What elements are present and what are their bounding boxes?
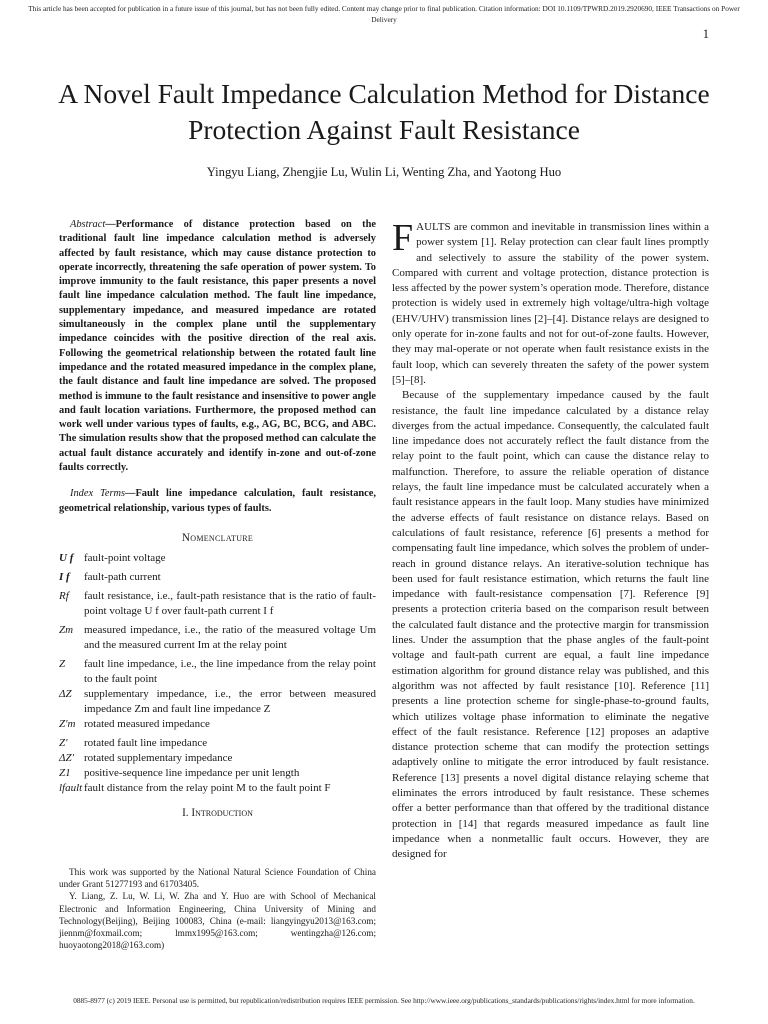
drop-cap: F bbox=[392, 217, 414, 259]
funding-footnote bbox=[59, 866, 376, 951]
abstract-text: —Performance of distance protection based on the traditional fault line impedance calculation method is adversely affected by fault resistance, which may cause distance protection to operate incorrectly, threatening the safe operation of power system. To improve immunity to the fault resistance, this paper presents a novel fault line impedance calculation method. The fault line impedance, supplementary impedance, and measured impedance are rotated simultaneously in the complex plane until the supplementary impedance coincides with the positive direction of the real axis. Following the geometrical relationship between the rotated fault line impedance and the rotated measured impedance in the complex plane, the fault distance and fault line impedance are solved. The proposed method is immune to the fault resistance and insensitive to power angle and fault location variations. Furthermore, the proposed method can work well under various types of faults, e.g., AG, BC, BCG, and ABC. The simulation results show that the proposed method can calculate the actual fault distance accurately and identify in-zone and out-of-zone faults correctly. bbox=[59, 219, 376, 474]
nomenclature-item bbox=[59, 766, 376, 781]
nomenclature-symbol: U f bbox=[59, 552, 74, 565]
author-list: Yingyu Liang, Zhengjie Lu, Wulin Li, Wenting Zha, and Yaotong Huo bbox=[206, 165, 562, 179]
introduction-heading: I. Introduction bbox=[182, 807, 253, 820]
abstract-label: Abstract bbox=[70, 219, 106, 230]
nomenclature-item bbox=[59, 589, 376, 619]
nomenclature-symbol: Z′m bbox=[59, 718, 76, 731]
nomenclature-definition: fault distance from the relay point M to the fault point F bbox=[84, 782, 331, 795]
intro-paragraph-1 bbox=[392, 217, 709, 388]
nomenclature-symbol: ΔZ′ bbox=[59, 752, 74, 765]
intro-paragraph-2: Because of the supplementary impedance caused by the fault resistance, the fault line impedance calculated by a distance relay diverges from the actual impedance. Consequently, the calculated fault line impedance does not accurately reflect the fault distance from the relay point to the fault point, which can cause the distance relay to malfunction. Therefore, to assure the reliable operation of distance relays, the fault line impedance must be calculated accurately when a fault resistance appears in the fault loop. Many studies have minimized the adverse effects of fault resistance on distance relays. Based on calculations of fault resistance, reference [6] presents a method for compensating fault line impedance, which solves the problem of under-reach in ground distance relays. An iterative-solution technique has been used for fault resistance estimation, which returns the fault line impedance with fault-resistance compensation [7]. Reference [9] presents a protection criteria based on the comparison result between the calculated fault distance and the protective margin for transmission lines. Under the assumption that the phase angles of the fault-point voltage and fault-path current are equal, a fault line impedance estimation algorithm for ground distance relay was published, and this algorithm was not affected by fault resistance [10]. Reference [11] presents a line protection scheme for single-phase-to-ground faults, which utilizes voltage phase information to eliminate the negative effect of the fault resistance. Reference [12] proposes an adaptive distance protection scheme that can modify the protection settings adaptively online to mitigate the error introduced by fault resistance. Reference [13] presents a novel digital distance relaying scheme that eliminates the errors introduced by fault resistance. These schemes offer a better performance than that offered by the traditional distance protection in [14] that regards measured impedance as fault line impedance when a nonmetallic fault occurs. However, they are designed for bbox=[392, 389, 709, 861]
index-terms-label: Index Terms bbox=[70, 488, 126, 500]
nomenclature-item bbox=[59, 623, 376, 653]
nomenclature-symbol: I f bbox=[59, 571, 70, 584]
nomenclature-item bbox=[59, 687, 376, 717]
footnote-funding: This work was supported by the National Natural Science Foundation of China under Grant 51277193 and 61703405. bbox=[59, 867, 376, 890]
nomenclature-symbol: lfault bbox=[59, 782, 83, 795]
nomenclature-symbol: Z bbox=[59, 658, 66, 671]
nomenclature-definition: fault line impedance, i.e., the line impedance from the relay point to the fault point bbox=[84, 658, 376, 686]
nomenclature-definition: supplementary impedance, i.e., the error between measured impedance Zm and fault line impedance Z bbox=[84, 688, 376, 716]
nomenclature-symbol: Rf bbox=[59, 590, 69, 603]
intro-paragraph-1-text: are common and inevitable in transmission lines within a power system [1]. Relay protection can clear fault lines promptly and selectively to assure the stability of the power system. Compared with current and voltage protection, distance protection is less affected by the power system’s operation mode. Therefore, distance protection is widely used in extremely high voltage/ultra-high voltage (EHV/UHV) transmission lines [2]–[4]. Distance relays are designed to only operate for in-zone faults and not for out-of-zone faults. However, they may mal-operate or not operate when fault resistance exists in the fault loop, which can severely threaten the safety of the power system [5]–[8]. bbox=[392, 221, 709, 386]
nomenclature-heading: Nomenclature bbox=[181, 531, 254, 544]
paper-title: A Novel Fault Impedance Calculation Method for Distance Protection Against Fault Resistance bbox=[58, 78, 710, 145]
nomenclature-item bbox=[59, 781, 376, 796]
nomenclature-item bbox=[59, 717, 376, 732]
footnote-affiliations: Y. Liang, Z. Lu, W. Li, W. Zha and Y. Huo are with School of Mechanical Electronic and Information Engineering, China University of Mining and Technology(Beijing), Beijing 100083, China (e-mail: liangyingyu2013@163.com; jiennm@foxmail.com; lmmx1995@163.com; wentingzha@126.com; huoyaotong2018@163.com) bbox=[59, 891, 376, 951]
nomenclature-item bbox=[59, 736, 376, 751]
nomenclature-definition: fault-path current bbox=[84, 571, 161, 584]
acceptance-note: This article has been accepted for publication in a future issue of this journal, but has not been fully edited. Content may change prior to final publication. Citation information: DOI 10.1109/TPWRD.2019.2920690, IEEE Transactions on Power Delivery bbox=[28, 4, 740, 24]
nomenclature-item bbox=[59, 751, 376, 766]
index-terms bbox=[59, 487, 376, 516]
nomenclature-definition: fault-point voltage bbox=[84, 552, 166, 565]
page-number: 1 bbox=[702, 27, 709, 41]
nomenclature-definition: positive-sequence line impedance per unit length bbox=[84, 767, 300, 780]
nomenclature-symbol: Z′ bbox=[59, 737, 68, 750]
first-word-rest: AULTS bbox=[416, 221, 451, 233]
nomenclature-symbol: Z1 bbox=[59, 767, 71, 780]
nomenclature-item bbox=[59, 551, 376, 566]
nomenclature-symbol: Zm bbox=[59, 624, 74, 637]
nomenclature-definition: measured impedance, i.e., the ratio of the measured voltage Um and the measured current Im at the relay point bbox=[84, 624, 376, 652]
abstract bbox=[59, 218, 376, 475]
right-column bbox=[392, 217, 709, 862]
nomenclature-definition: rotated fault line impedance bbox=[84, 737, 208, 750]
nomenclature-definition: fault resistance, i.e., fault-path resistance that is the ratio of fault-point voltage U f over fault-path current I f bbox=[84, 590, 376, 618]
nomenclature-list bbox=[59, 551, 376, 796]
nomenclature-symbol: ΔZ bbox=[59, 688, 72, 701]
nomenclature-item bbox=[59, 657, 376, 687]
index-terms-text: —Fault line impedance calculation, fault resistance, geometrical relationship, various types of faults. bbox=[59, 488, 376, 514]
copyright-note: 0885-8977 (c) 2019 IEEE. Personal use is permitted, but republication/redistribution requires IEEE permission. See http://www.ieee.org/publications_standards/publications/rights/index.html for more information. bbox=[73, 996, 695, 1005]
nomenclature-item bbox=[59, 570, 376, 585]
nomenclature-definition: rotated measured impedance bbox=[84, 718, 210, 731]
nomenclature-definition: rotated supplementary impedance bbox=[84, 752, 233, 765]
left-column bbox=[59, 218, 376, 822]
